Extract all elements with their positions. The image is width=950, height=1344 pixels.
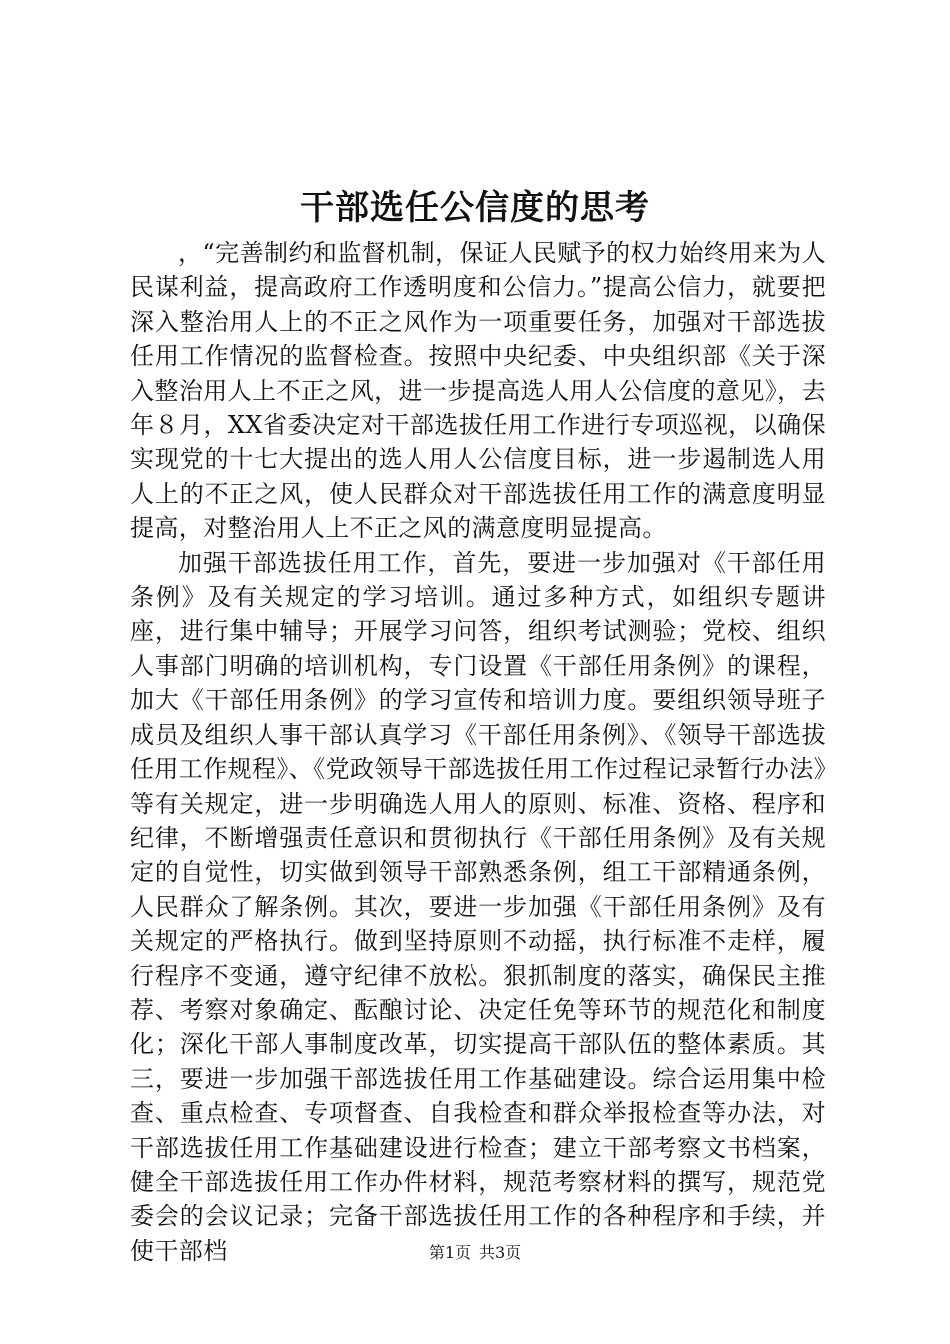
paragraph-2: 加强干部选拔任用工作，首先，要进一步加强对《干部任用条例》及有关规定的学习培训。通过多种方式，如组织专题讲座，进行集中辅导；开展学习问答，组织考试测验；党校、组织人事部门明确的培训机构，专门设置《干部任用条例》的课程，加大《干部任用条例》的学习宣传和培训力度。要组织领导班子成员及组织人事干部认真学习《干部任用条例》、《领导干部选拔任用工作规程》、《党政领导干部选拔任用工作过程记录暂行办法》等有关规定，进一步明确选人用人的原则、标准、资格、程序和纪律，不断增强责任意识和贯彻执行《干部任用条例》及有关规定的自觉性，切实做到领导干部熟悉条例，组工干部精通条例，人民群众了解条例。其次，要进一步加强《干部任用条例》及有关规定的严格执行。做到坚持原则不动摇，执行标准不走样，履行程序不变通，遵守纪律不放松。狠抓制度的落实，确保民主推荐、考察对象确定、酝酿讨论、决定任免等环节的规范化和制度化；深化干部人事制度改革，切实提高干部队伍的整体素质。其三，要进一步加强干部选拔任用工作基础建设。综合运用集中检查、重点检查、专项督查、自我检查和群众举报检查等办法，对干部选拔任用工作基础建设进行检查；建立干部考察文书档案，健全干部选拔任用工作办件材料，规范考察材料的撰写，规范党委会的会议记录；完备干部选拔任用工作的各种程序和手续，并使干部档 bbox=[130, 548, 826, 1265]
paragraph-1: ，“完善制约和监督机制，保证人民赋予的权力始终用来为人民谋利益，提高政府工作透明度和公信力。”提高公信力，就要把深入整治用人上的不正之风作为一项重要任务，加强对干部选拔任用工作情况的监督检查。按照中央纪委、中央组织部《关于深入整治用人上不正之风，进一步提高选人用人公信度的意见》，去年８月，XX省委决定对干部选拔任用工作进行专项巡视，以确保实现党的十七大提出的选人用人公信度目标，进一步遏制选人用人上的不正之风，使人民群众对干部选拔任用工作的满意度明显提高，对整治用人上不正之风的满意度明显提高。 bbox=[130, 239, 826, 543]
page-number: 第1页 bbox=[428, 1243, 471, 1262]
document-title: 干部选任公信度的思考 bbox=[300, 188, 650, 228]
page-footer bbox=[0, 1242, 950, 1264]
page-total: 共3页 bbox=[479, 1243, 522, 1262]
document-body bbox=[130, 236, 826, 1268]
